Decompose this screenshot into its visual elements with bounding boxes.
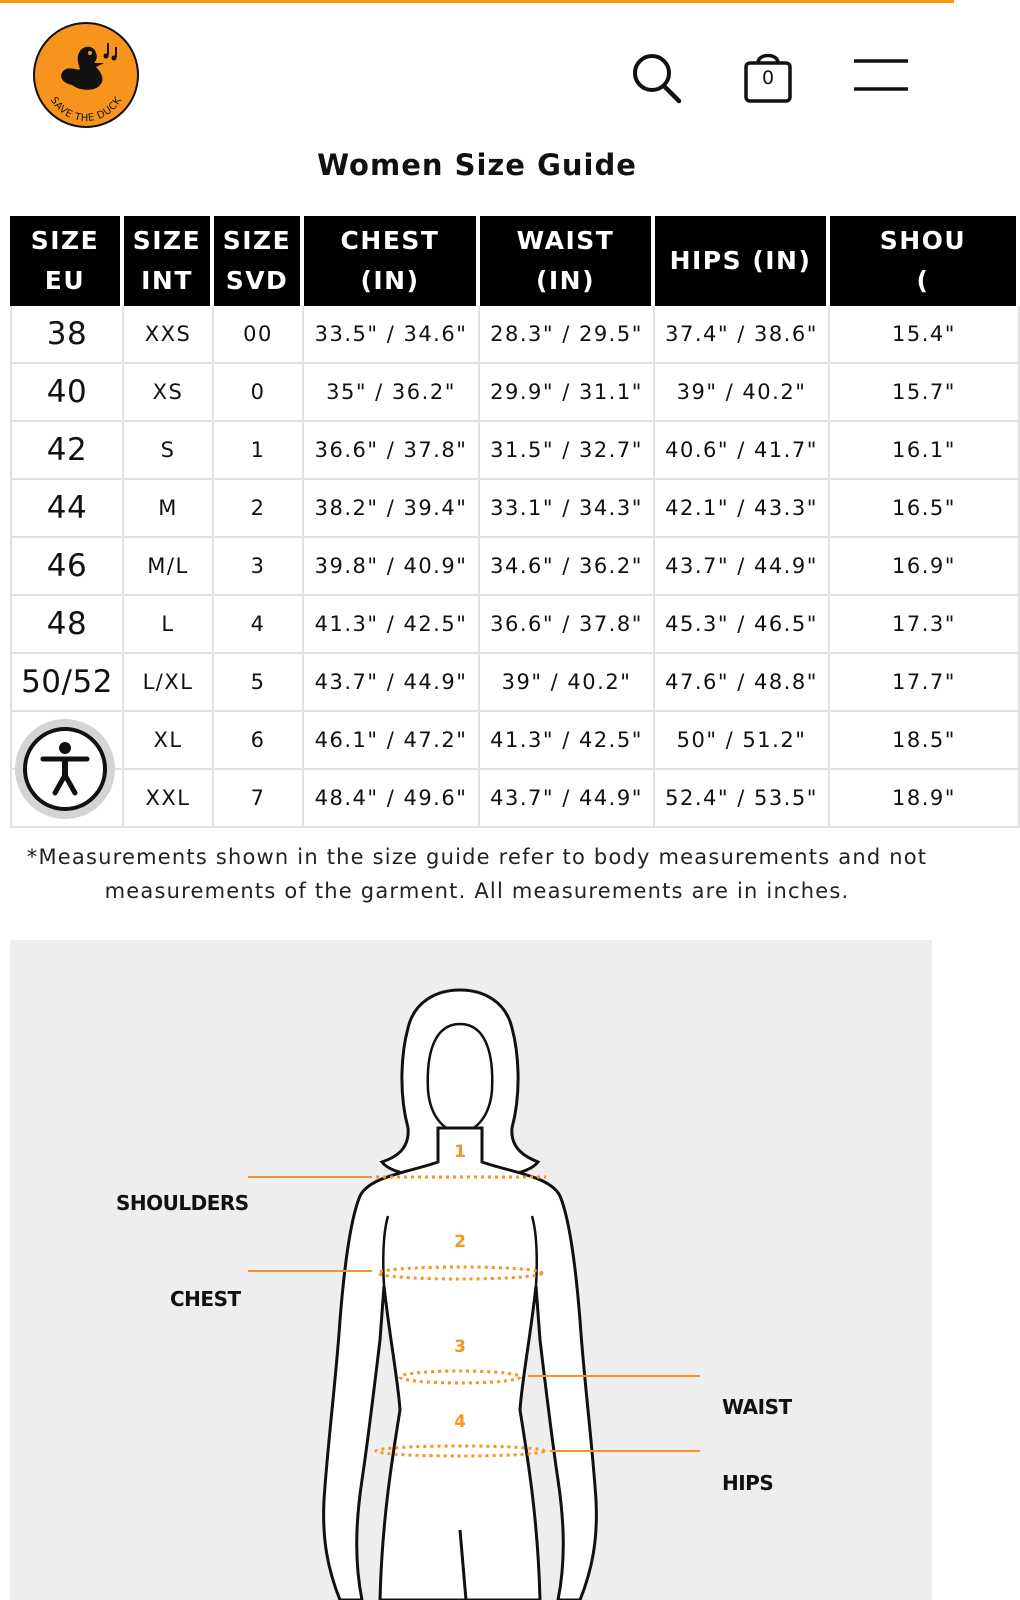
column-header-line: SHOU — [879, 226, 967, 255]
table-cell-size-svd: 00 — [214, 306, 304, 364]
table-cell-size-svd: 0 — [214, 364, 304, 422]
svg-text:SAVE THE DUCK: SAVE THE DUCK — [47, 95, 125, 125]
size-table-scroll-area[interactable] — [10, 216, 967, 826]
table-cell-waist: 43.7" / 44.9" — [480, 770, 655, 828]
column-header-hips — [655, 216, 830, 306]
table-cell-size-int: XL — [124, 712, 214, 770]
table-cell-size-int: XXS — [124, 306, 214, 364]
svg-text:1: 1 — [454, 1142, 466, 1162]
table-cell-size-svd: 3 — [214, 538, 304, 596]
table-cell-hips: 39" / 40.2" — [655, 364, 830, 422]
table-cell-size-svd: 2 — [214, 480, 304, 538]
table-cell-waist: 36.6" / 37.8" — [480, 596, 655, 654]
table-cell-size-eu: 42 — [10, 422, 124, 480]
table-cell-shoulders: 15.4" — [830, 306, 1020, 364]
table-cell-size-eu: 46 — [10, 538, 124, 596]
column-header-line: SVD — [225, 266, 289, 295]
size-table — [10, 216, 1020, 828]
table-cell-size-int: S — [124, 422, 214, 480]
table-cell-shoulders: 17.3" — [830, 596, 1020, 654]
shoulders-label: SHOULDERS — [116, 1191, 249, 1215]
chest-label: CHEST — [170, 1287, 241, 1311]
table-cell-size-svd: 7 — [214, 770, 304, 828]
table-cell-shoulders: 18.5" — [830, 712, 1020, 770]
table-cell-size-int: M — [124, 480, 214, 538]
table-cell-waist: 33.1" / 34.3" — [480, 480, 655, 538]
column-header-waist — [480, 216, 655, 306]
column-header-line: ( — [916, 266, 930, 295]
save-the-duck-logo[interactable] — [32, 21, 140, 129]
accessibility-button[interactable] — [15, 719, 115, 819]
column-header-line: HIPS (IN) — [669, 246, 812, 275]
table-row — [10, 770, 1020, 828]
table-cell-size-int: M/L — [124, 538, 214, 596]
table-cell-chest: 38.2" / 39.4" — [304, 480, 480, 538]
column-header-line: WAIST — [516, 226, 615, 255]
marker-2 — [447, 1227, 473, 1253]
body-measurement-figure — [10, 940, 932, 1600]
hamburger-menu-icon[interactable] — [852, 57, 910, 97]
table-cell-hips: 45.3" / 46.5" — [655, 596, 830, 654]
table-cell-chest: 33.5" / 34.6" — [304, 306, 480, 364]
table-row — [10, 422, 1020, 480]
table-cell-size-svd: 4 — [214, 596, 304, 654]
table-cell-hips: 52.4" / 53.5" — [655, 770, 830, 828]
table-row — [10, 538, 1020, 596]
measurement-note: *Measurements shown in the size guide refer to body measurements and not measurements of the garment. All measurements are in inches. — [26, 845, 928, 903]
column-header-size-eu — [10, 216, 124, 306]
column-header-line: (IN) — [535, 266, 596, 295]
waist-label: WAIST — [722, 1395, 792, 1419]
table-cell-waist: 28.3" / 29.5" — [480, 306, 655, 364]
table-cell-size-int: XXL — [124, 770, 214, 828]
table-cell-waist: 41.3" / 42.5" — [480, 712, 655, 770]
table-cell-waist: 29.9" / 31.1" — [480, 364, 655, 422]
column-header-shoulders — [830, 216, 1020, 306]
table-cell-chest: 41.3" / 42.5" — [304, 596, 480, 654]
table-row — [10, 654, 1020, 712]
table-cell-chest: 35" / 36.2" — [304, 364, 480, 422]
search-icon[interactable] — [630, 51, 686, 107]
table-cell-size-int: L — [124, 596, 214, 654]
hips-label: HIPS — [722, 1471, 774, 1495]
column-header-chest — [304, 216, 480, 306]
cart-count-badge: 0 — [761, 67, 775, 89]
table-cell-chest: 39.8" / 40.9" — [304, 538, 480, 596]
column-header-line: CHEST — [340, 226, 440, 255]
table-cell-size-eu: 48 — [10, 596, 124, 654]
table-row — [10, 480, 1020, 538]
table-cell-hips: 43.7" / 44.9" — [655, 538, 830, 596]
table-cell-waist: 34.6" / 36.2" — [480, 538, 655, 596]
table-cell-shoulders: 16.5" — [830, 480, 1020, 538]
table-cell-shoulders: 15.7" — [830, 364, 1020, 422]
table-cell-size-eu: 40 — [10, 364, 124, 422]
table-cell-size-svd: 6 — [214, 712, 304, 770]
table-cell-size-eu: 50/52 — [10, 654, 124, 712]
table-cell-waist: 39" / 40.2" — [480, 654, 655, 712]
column-header-line: INT — [141, 266, 193, 295]
table-cell-size-svd: 1 — [214, 422, 304, 480]
table-cell-size-int: XS — [124, 364, 214, 422]
shopping-bag-button[interactable] — [740, 47, 796, 107]
table-cell-hips: 47.6" / 48.8" — [655, 654, 830, 712]
column-header-line: SIZE — [30, 226, 100, 255]
table-row — [10, 364, 1020, 422]
column-header-line: (IN) — [360, 266, 420, 295]
table-cell-size-svd: 5 — [214, 654, 304, 712]
table-cell-chest: 46.1" / 47.2" — [304, 712, 480, 770]
column-header-size-int — [124, 216, 214, 306]
table-cell-hips: 42.1" / 43.3" — [655, 480, 830, 538]
table-cell-chest: 36.6" / 37.8" — [304, 422, 480, 480]
column-header-size-svd — [214, 216, 304, 306]
column-header-line: EU — [44, 266, 86, 295]
table-row — [10, 596, 1020, 654]
page-title: Women Size Guide — [317, 148, 637, 182]
table-cell-waist: 31.5" / 32.7" — [480, 422, 655, 480]
table-cell-shoulders: 17.7" — [830, 654, 1020, 712]
svg-text:2: 2 — [454, 1232, 466, 1252]
table-cell-hips: 50" / 51.2" — [655, 712, 830, 770]
table-cell-size-int: L/XL — [124, 654, 214, 712]
marker-1 — [447, 1137, 473, 1163]
table-cell-shoulders: 16.9" — [830, 538, 1020, 596]
table-cell-chest: 48.4" / 49.6" — [304, 770, 480, 828]
table-cell-chest: 43.7" / 44.9" — [304, 654, 480, 712]
table-cell-hips: 37.4" / 38.6" — [655, 306, 830, 364]
site-header — [0, 3, 954, 143]
table-header-row — [10, 216, 1020, 306]
accessibility-icon — [27, 731, 103, 807]
marker-3 — [447, 1332, 473, 1358]
svg-text:4: 4 — [454, 1412, 466, 1432]
table-row — [10, 306, 1020, 364]
body-outline-illustration — [10, 940, 932, 1600]
table-cell-size-eu: 44 — [10, 480, 124, 538]
table-cell-shoulders: 16.1" — [830, 422, 1020, 480]
table-cell-hips: 40.6" / 41.7" — [655, 422, 830, 480]
column-header-line: SIZE — [222, 226, 292, 255]
table-cell-size-eu: 38 — [10, 306, 124, 364]
marker-4 — [447, 1407, 473, 1433]
column-header-line: SIZE — [132, 226, 202, 255]
table-cell-shoulders: 18.9" — [830, 770, 1020, 828]
svg-text:3: 3 — [454, 1337, 466, 1357]
table-row — [10, 712, 1020, 770]
